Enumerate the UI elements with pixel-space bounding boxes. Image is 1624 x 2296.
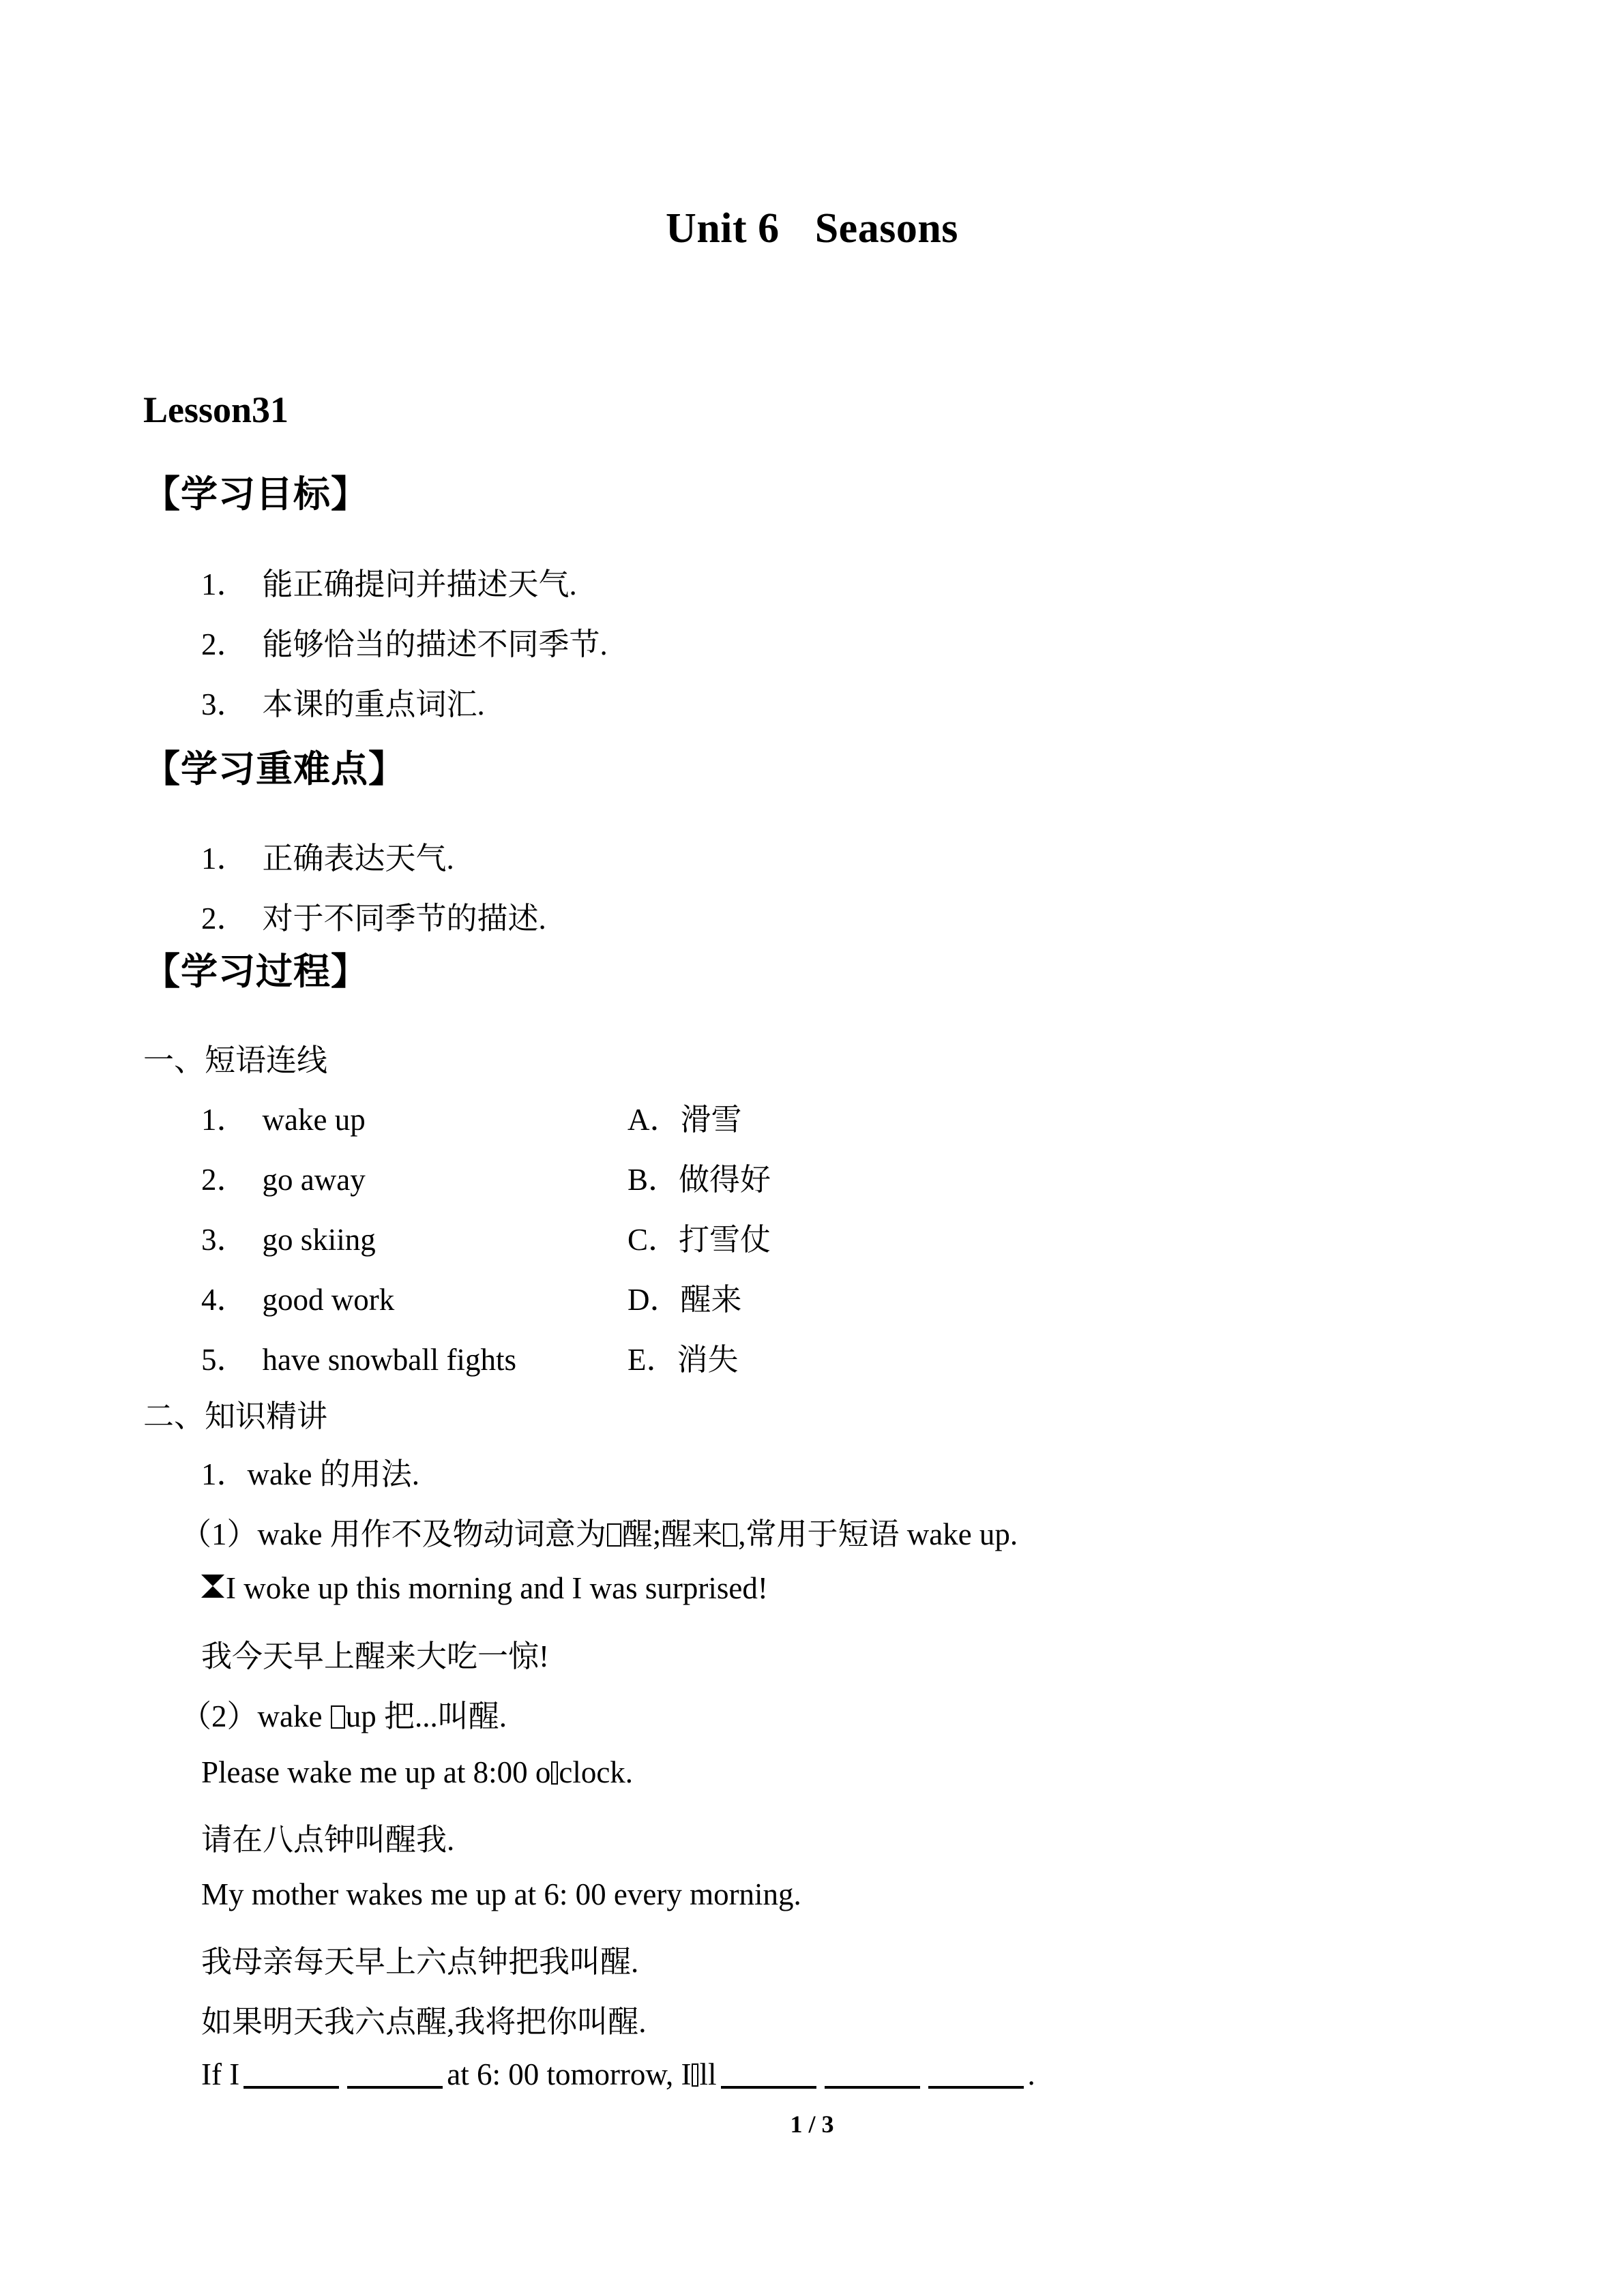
wake-definition-two (181, 1691, 507, 1735)
example-sentence-en: My mother wakes me up at 6: 00 every morning. (201, 1877, 801, 1911)
table-row (201, 1214, 771, 1259)
section-heading-focus: 【学习重难点】 (143, 749, 406, 790)
example-text-part-b: clock. (559, 1755, 634, 1789)
section-heading-goals: 【学习目标】 (143, 474, 368, 515)
list-item (201, 619, 608, 664)
page-footer: 1 / 3 (790, 2111, 834, 2138)
match-number: 4． (201, 1283, 248, 1317)
match-answer-text: 醒来 (680, 1283, 742, 1317)
example-sentence-cn: 如果明天我六点醒,我将把你叫醒. (201, 2005, 647, 2039)
table-row (201, 1335, 739, 1379)
fill-text-contraction: ll (699, 2057, 717, 2091)
table-row (201, 1154, 771, 1199)
table-row (201, 1094, 742, 1139)
blank-field[interactable] (825, 2059, 920, 2089)
missing-glyph-icon (692, 2063, 698, 2087)
definition-suffix: ,常用于短语 wake up. (738, 1517, 1018, 1551)
focus-number: 2． (201, 901, 248, 936)
match-answer (628, 1335, 739, 1379)
blank-field[interactable] (243, 2059, 339, 2089)
match-answer-text: 滑雪 (680, 1103, 742, 1137)
match-number: 5． (201, 1343, 248, 1377)
example-sentence-en (201, 1755, 633, 1790)
subsection-heading-knowledge: 二、知识精讲 (143, 1399, 328, 1433)
missing-glyph-icon (607, 1523, 621, 1547)
wake-definition-one (181, 1509, 1018, 1553)
match-phrase (201, 1094, 628, 1139)
blank-field[interactable] (721, 2059, 816, 2089)
match-option-letter: A． (628, 1103, 681, 1137)
match-option-letter: C． (628, 1223, 679, 1257)
definition-meaning: 醒;醒来 (621, 1517, 723, 1551)
blank-field[interactable] (347, 2059, 443, 2089)
table-row (201, 1274, 742, 1319)
missing-glyph-icon (551, 1761, 558, 1785)
match-answer-text: 做得好 (679, 1163, 771, 1197)
diamond-bullet-icon (201, 1575, 224, 1598)
match-answer (628, 1274, 742, 1319)
focus-text: 对于不同季节的描述. (262, 901, 546, 936)
example-sentence-cn: 我今天早上醒来大吃一惊! (201, 1639, 549, 1673)
lesson-heading: Lesson31 (143, 389, 289, 430)
fill-text-end: . (1027, 2057, 1035, 2091)
match-option-letter: B． (628, 1163, 679, 1197)
list-item (201, 679, 485, 724)
goal-text: 能正确提问并描述天气. (262, 567, 577, 601)
definition-prefix: （2）wake (181, 1699, 330, 1733)
example-sentence-cn: 请在八点钟叫醒我. (201, 1823, 455, 1857)
missing-glyph-icon (723, 1523, 737, 1547)
fill-in-the-blank-exercise (201, 2057, 1035, 2092)
match-phrase (201, 1214, 628, 1259)
page-title (0, 205, 1624, 253)
match-phrase-text: go away (262, 1163, 366, 1197)
page-title-topic: Seasons (814, 205, 958, 252)
fill-text-middle: at 6: 00 tomorrow, I (447, 2057, 692, 2091)
list-item (201, 893, 546, 938)
match-answer-text: 打雪仗 (679, 1223, 771, 1257)
definition-suffix: up 把...叫醒. (345, 1699, 507, 1733)
section-heading-process: 【学习过程】 (143, 951, 368, 992)
match-option-letter: E． (628, 1343, 677, 1377)
match-answer (628, 1154, 771, 1199)
match-option-letter: D． (628, 1283, 681, 1317)
goal-number: 1． (201, 567, 248, 601)
example-sentence-en (201, 1570, 768, 1606)
list-item (201, 559, 577, 603)
match-phrase-text: wake up (262, 1103, 366, 1137)
goal-text: 能够恰当的描述不同季节. (262, 627, 608, 661)
blank-field[interactable] (928, 2059, 1024, 2089)
goal-text: 本课的重点词汇. (262, 687, 485, 721)
focus-number: 1． (201, 841, 248, 876)
match-phrase (201, 1154, 628, 1199)
missing-glyph-icon (331, 1705, 345, 1729)
example-text: I woke up this morning and I was surprised! (226, 1571, 768, 1605)
match-number: 1． (201, 1103, 248, 1137)
match-phrase-text: have snowball fights (262, 1343, 516, 1377)
match-phrase-text: good work (262, 1283, 395, 1317)
match-answer-text: 消失 (677, 1343, 739, 1377)
subsection-heading-matching: 一、短语连线 (143, 1043, 328, 1077)
match-phrase-text: go skiing (262, 1223, 376, 1257)
definition-prefix: （1）wake 用作不及物动词意为 (181, 1517, 606, 1551)
match-answer (628, 1214, 771, 1259)
goal-number: 3． (201, 687, 248, 721)
focus-text: 正确表达天气. (262, 841, 454, 876)
example-text-part-a: Please wake me up at 8:00 o (201, 1755, 551, 1789)
match-answer (628, 1094, 742, 1139)
match-phrase (201, 1274, 628, 1319)
page-title-unit: Unit 6 (666, 205, 780, 252)
match-number: 3． (201, 1223, 248, 1257)
list-item (201, 833, 454, 878)
example-sentence-cn: 我母亲每天早上六点钟把我叫醒. (201, 1945, 639, 1979)
fill-text-start: If I (201, 2057, 240, 2091)
match-phrase (201, 1335, 628, 1379)
goal-number: 2． (201, 627, 248, 661)
knowledge-item-label: 1．wake 的用法. (201, 1457, 419, 1491)
match-number: 2． (201, 1163, 248, 1197)
